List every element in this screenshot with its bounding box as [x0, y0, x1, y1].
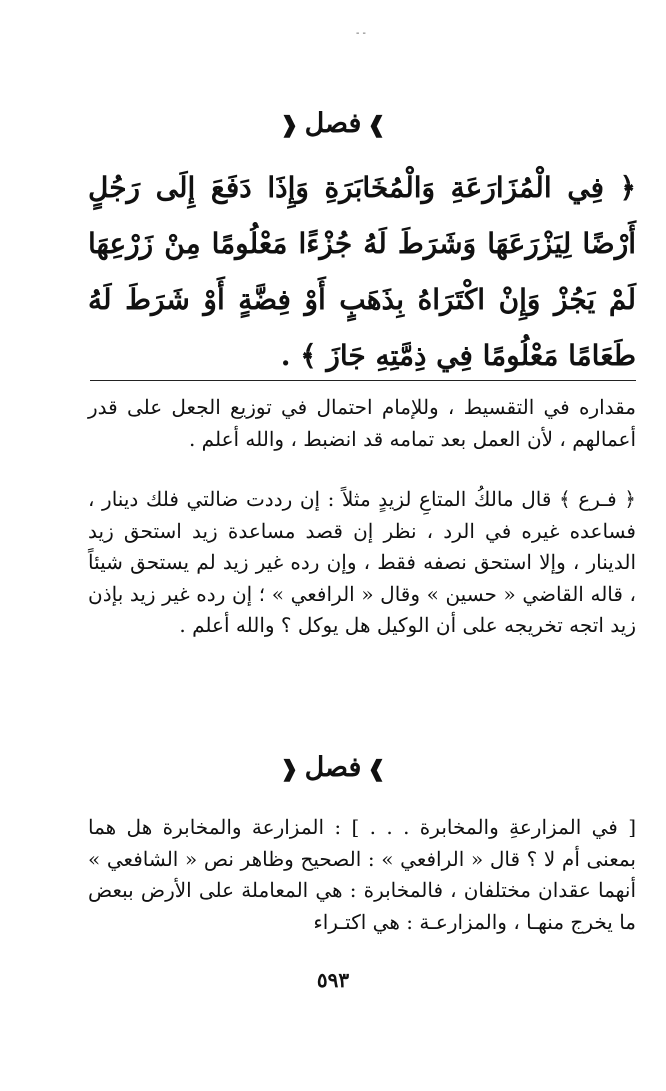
- horizontal-divider: [90, 380, 636, 381]
- page-number: ٥٩٣: [316, 968, 350, 992]
- section-heading-2-text: فصل: [304, 752, 362, 783]
- section-heading-2: [0, 748, 666, 789]
- commentary-paragraph-furu: ﴿ فـرع ﴾ قال مالكُ المتاعِ لزيدٍ مثلاً : إن رددت ضالتي فلك دينار ، فساعده غيره في الرد ، نظر إن قصد مساعدة زيد استحق زيد الدينار ، وإلا استحق نصفه فقط ، وإن رده غير زيد لم يستحق شيئاً ، قاله القاضي « حسين » وقال « الرافعي » ؛ إن رده غير زيد بإذن زيد اتجه تخريجه على أن الوكيل هل يوكل ؟ والله أعلم .: [88, 487, 636, 637]
- commentary-paragraph-1: مقداره في التقسيط ، وللإمام احتمال في توزيع الجعل على قدر أعمالهم ، لأن العمل بعد تمامه قد انضبط ، والله أعلم .: [88, 395, 636, 451]
- ornament-bracket-left: ❰: [280, 112, 299, 138]
- matn-text: ﴿ فِي الْمُزَارَعَةِ وَالْمُخَابَرَةِ وَإِذَا دَفَعَ إِلَى رَجُلٍ أَرْضًا لِيَزْرَعَهَا وَشَرَطَ لَهُ جُزْءًا مَعْلُومًا مِنْ زَرْعِهَا لَمْ يَجُزْ وَإِنْ اكْتَرَاهُ بِذَهَبٍ أَوْ فِضَّةٍ أَوْ شَرَطَ لَهُ طَعَامًا مَعْلُومًا فِي ذِمَّتِهِ جَازَ ﴾ .: [88, 171, 636, 372]
- ornament-bracket-right: ❱: [367, 112, 386, 138]
- section-heading-1-text: فصل: [304, 108, 362, 139]
- top-mark: - -: [356, 28, 366, 39]
- ornament-bracket-right: ❱: [367, 756, 386, 782]
- commentary-paragraph-3: [ في المزارعةِ والمخابرة . . . ] : المزارعة والمخابرة هل هما بمعنى أم لا ؟ قال « الرافعي » : الصحيح وظاهر نص « الشافعي » أنهما عقدان مختلفان ، فالمخابرة : هي المعاملة على الأرض ببعض ما يخرج منهـا ، والمزارعـة : هي اكتـراء: [88, 815, 636, 934]
- section-heading-1: [0, 104, 666, 145]
- ornament-bracket-left: ❰: [280, 756, 299, 782]
